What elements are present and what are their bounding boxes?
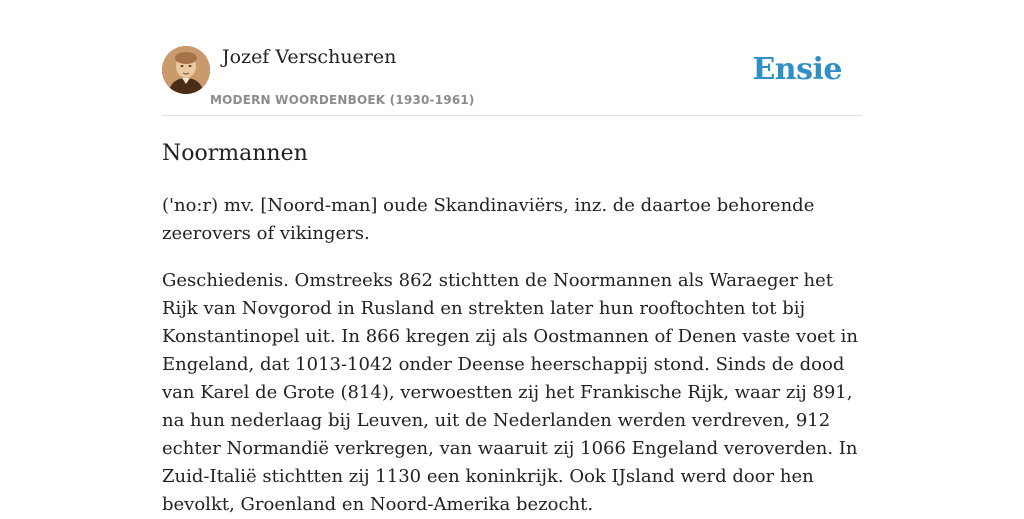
portrait-photo-icon [162,46,210,94]
page [162,0,862,515]
author-name[interactable]: Jozef Verschueren [222,46,397,68]
source-label[interactable]: MODERN WOORDENBOEK (1930-1961) [210,93,475,107]
header [162,0,862,116]
entry-definition: ('no:r) mv. [Noord-man] oude Skandinaviërs, inz. de daartoe behorende zeerovers of vikingers. [162,195,815,244]
entry-history: Geschiedenis. Omstreeks 862 stichtten de Noormannen als Waraeger het Rijk van Novgorod in Rusland en strekten later hun rooftochten tot bij Konstantinopel uit. In 866 kregen zij als Oostmannen of Denen vaste voet in Engeland, dat 1013-1042 onder Deense heerschappij stond. Sinds de dood van Karel de Grote (814), verwoestten zij het Frankische Rijk, waar zij 891, na hun nederlaag bij Leuven, uit de Nederlanden werden verdreven, 912 echter Normandië verkregen, van waaruit zij 1066 Engeland veroverden. In Zuid-Italië stichtten zij 1130 een koninkrijk. Ook IJsland werd door hen bevolkt, Groenland en Noord-Amerika bezocht. [162,270,859,515]
entry-title: Noormannen [162,141,308,166]
brand-logo[interactable]: Ensie [752,52,842,87]
author-avatar[interactable] [162,46,210,94]
